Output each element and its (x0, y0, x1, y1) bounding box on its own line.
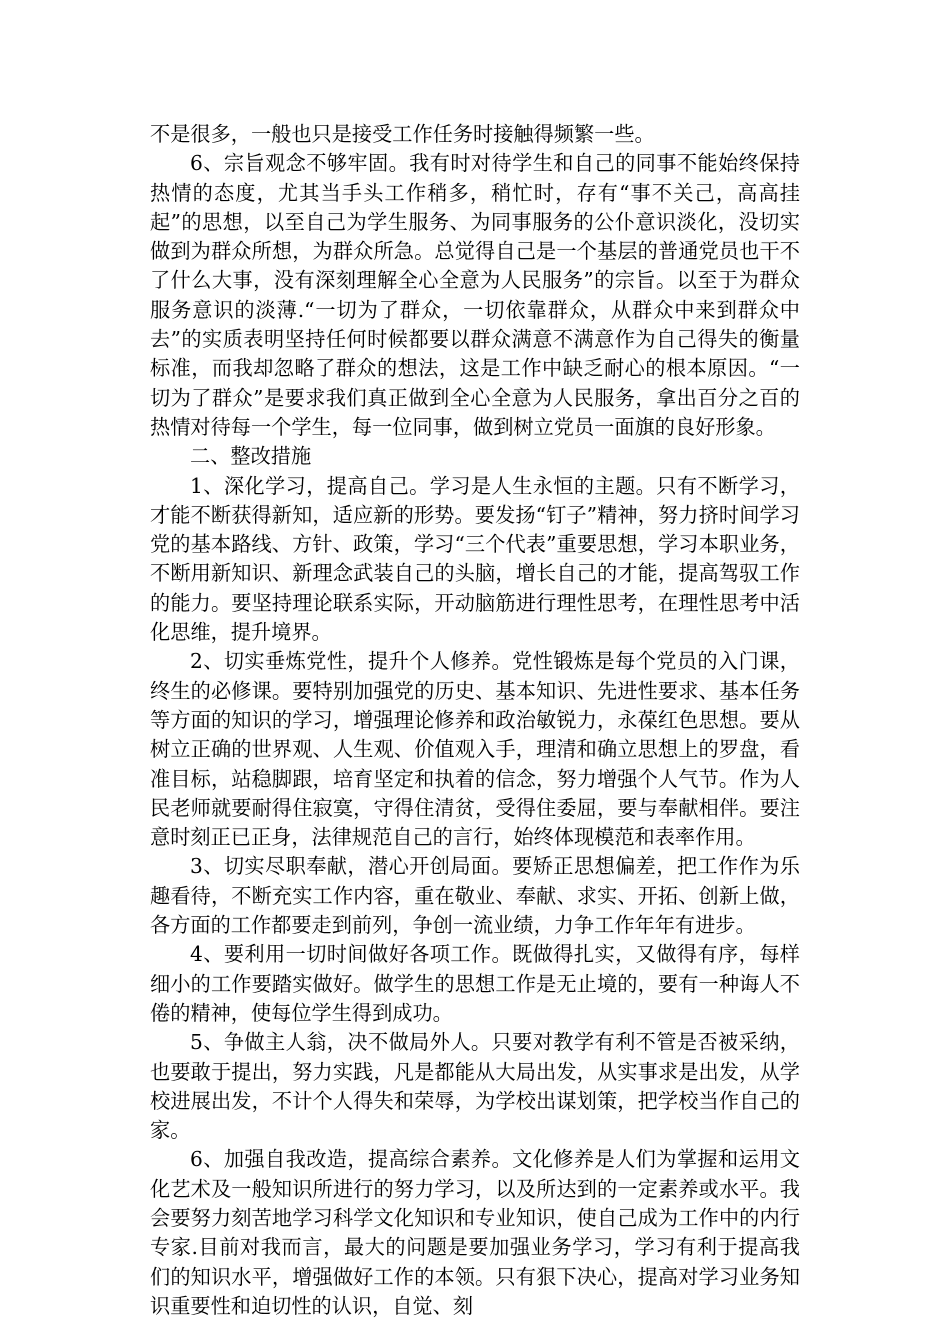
paragraph-measure-5: 5、争做主人翁，决不做局外人。只要对教学有利不管是否被采纳，也要敢于提出，努力实践，凡是都能从大局出发，从实事求是出发，从学校进展出发，不计个人得失和荣辱，为学校出谋划策，把学校当作自己的家。 (150, 1030, 800, 1143)
paragraph-measure-2: 2、切实垂炼党性，提升个人修养。党性锻炼是每个党员的入门课，终生的必修课。要特别加强党的历史、基本知识、先进性要求、基本任务等方面的知识的学习，增强理论修养和政治敏锐力，永葆红色思想。要从树立正确的世界观、人生观、价值观入手，理清和确立思想上的罗盘，看准目标，站稳脚跟，培育坚定和执着的信念，努力增强个人气节。作为人民老师就要耐得住寂寞，守得住清贫，受得住委屈，要与奉献相伴。要注意时刻正已正身，法律规范自己的言行，始终体现模范和表率作用。 (150, 649, 800, 850)
paragraph-item-6-purpose: 6、宗旨观念不够牢固。我有时对待学生和自己的同事不能始终保持热情的态度，尤其当手头工作稍多，稍忙时，存有“事不关己，高高挂起”的思想，以至自己为学生服务、为同事服务的公仆意识淡化，没切实做到为群众所想，为群众所急。总觉得自己是一个基层的普通党员也干不了什么大事，没有深刻理解全心全意为人民服务”的宗旨。以至于为群众服务意识的淡薄.“一切为了群众，一切依靠群众，从群众中来到群众中去”的实质表明坚持任何时候都要以群众满意不满意作为自己得失的衡量标准，而我却忽略了群众的想法，这是工作中缺乏耐心的根本原因。“一切为了群众”是要求我们真正做到全心全意为人民服务，拿出百分之百的热情对待每一个学生，每一位同事，做到树立党员一面旗的良好形象。 (150, 151, 800, 439)
paragraph-measure-1: 1、深化学习，提高自己。学习是人生永恒的主题。只有不断学习，才能不断获得新知，适应新的形势。要发扬“钉子”精神，努力挤时间学习党的基本路线、方针、政策，学习“三个代表”重要思想，学习本职业务，不断用新知识、新理念武装自己的头脑，增长自己的才能，提高驾驭工作的能力。要坚持理论联系实际，开动脑筋进行理性思考，在理性思考中活化思维，提升境界。 (150, 473, 800, 645)
paragraph-measure-4: 4、要利用一切时间做好各项工作。既做得扎实，又做得有序，每样细小的工作要踏实做好。做学生的思想工作是无止境的，要有一种诲人不倦的精神，使每位学生得到成功。 (150, 942, 800, 1025)
paragraph-measure-6: 6、加强自我改造，提高综合素养。文化修养是人们为掌握和运用文化艺术及一般知识所进行的努力学习，以及所达到的一定素养或水平。我会要努力刻苦地学习科学文化知识和专业知识，使自己成为工作中的内行专家.目前对我而言，最大的问题是要加强业务学习，学习有利于提高我们的知识水平，增强做好工作的本领。只有狠下决心，提高对学习业务知识重要性和迫切性的认识，自觉、刻 (150, 1147, 800, 1318)
document-page (150, 120, 800, 1321)
paragraph-measure-3: 3、切实尽职奉献，潜心开创局面。要矫正思想偏差，把工作作为乐趣看待，不断充实工作内容，重在敬业、奉献、求实、开拓、创新上做，各方面的工作都要走到前列，争创一流业绩，力争工作年年有进步。 (150, 854, 800, 938)
paragraph-continuation: 不是很多，一般也只是接受工作任务时接触得频繁一些。 (150, 122, 655, 146)
section-heading-rectification: 二、整改措施 (190, 444, 312, 469)
